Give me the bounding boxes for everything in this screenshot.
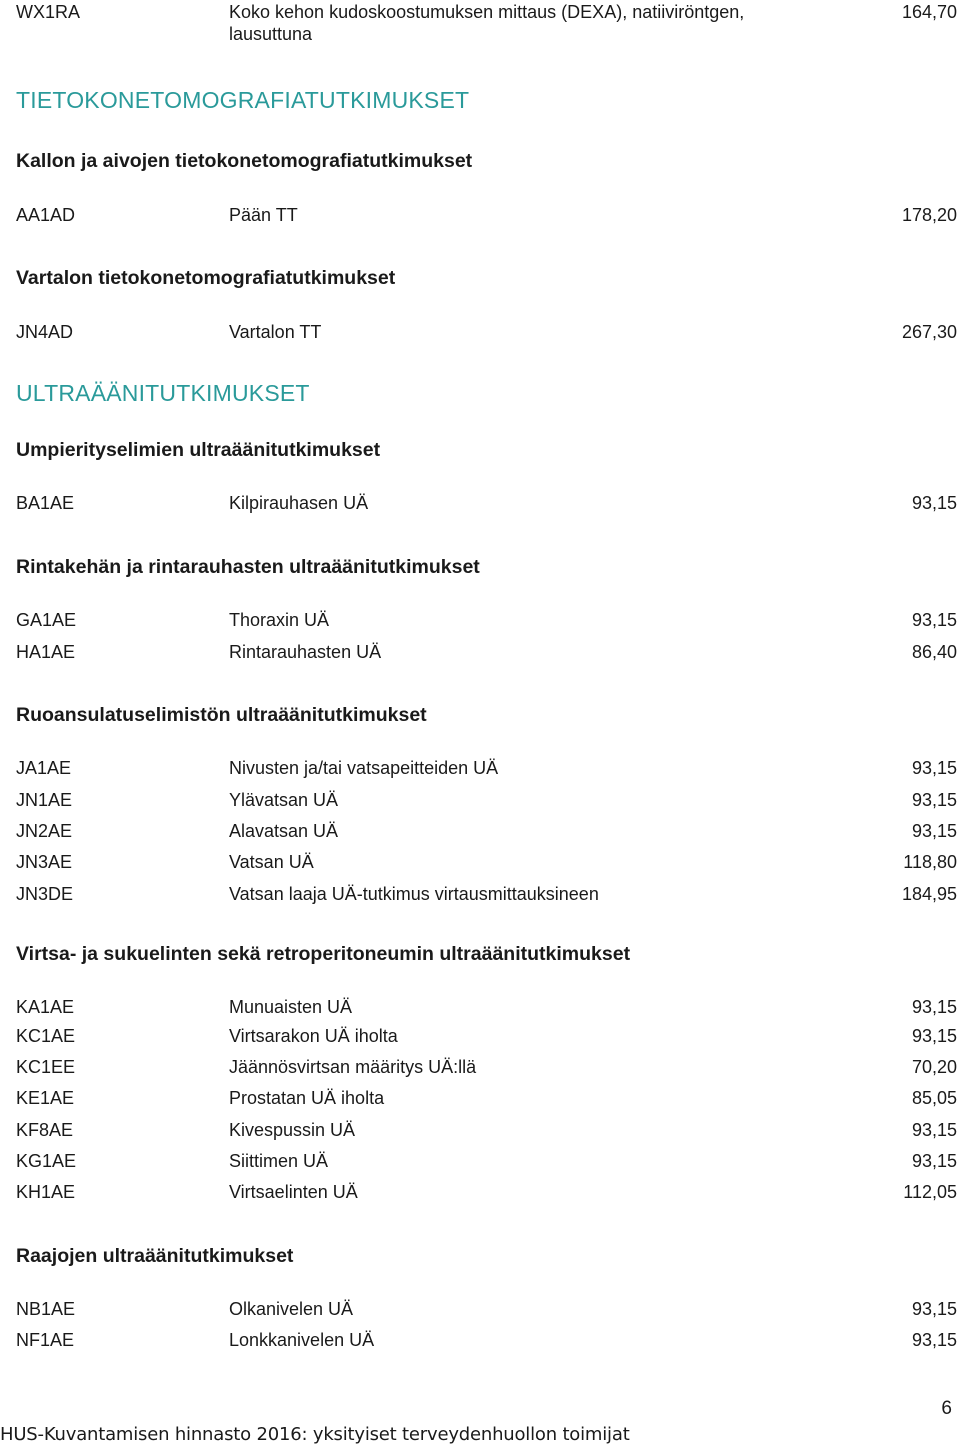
row-name: Ylävatsan UÄ bbox=[229, 790, 339, 810]
row-code: JA1AE bbox=[16, 758, 72, 778]
category-heading-us: ULTRAÄÄNITUTKIMUKSET bbox=[16, 380, 310, 406]
row-name: Munuaisten UÄ bbox=[229, 997, 353, 1017]
row-name: Kivespussin UÄ bbox=[229, 1120, 356, 1140]
row-name: Vatsan laaja UÄ-tutkimus virtausmittauksineen bbox=[229, 884, 599, 904]
row-code: NB1AE bbox=[16, 1299, 76, 1319]
row-price: 93,15 bbox=[911, 821, 957, 841]
row-code: KE1AE bbox=[16, 1088, 75, 1108]
row-name: Virtsaelinten UÄ bbox=[229, 1182, 358, 1202]
section-heading-urogenital-us: Virtsa- ja sukuelinten sekä retroperitoneumin ultraäänitutkimukset bbox=[16, 943, 631, 965]
row-code: GA1AE bbox=[16, 610, 77, 630]
row-name: Siittimen UÄ bbox=[229, 1151, 329, 1171]
row-name-continuation: lausuttuna bbox=[229, 24, 313, 44]
row-price: 93,15 bbox=[911, 493, 957, 513]
row-code: JN2AE bbox=[16, 821, 73, 841]
row-price: 93,15 bbox=[911, 997, 957, 1017]
row-code: JN3AE bbox=[16, 852, 73, 872]
row-code: HA1AE bbox=[16, 642, 76, 662]
row-name: Alavatsan UÄ bbox=[229, 821, 339, 841]
row-price: 93,15 bbox=[911, 1299, 957, 1319]
row-code: BA1AE bbox=[16, 493, 75, 513]
row-price: 86,40 bbox=[911, 642, 957, 662]
row-code: KH1AE bbox=[16, 1182, 76, 1202]
row-price: 184,95 bbox=[901, 884, 957, 904]
row-code: JN1AE bbox=[16, 790, 73, 810]
page-number: 6 bbox=[941, 1398, 952, 1419]
row-code: KA1AE bbox=[16, 997, 75, 1017]
row-price: 164,70 bbox=[901, 2, 957, 22]
row-name: Vartalon TT bbox=[229, 322, 322, 342]
row-price: 93,15 bbox=[911, 1026, 957, 1046]
section-heading-skull-ct: Kallon ja aivojen tietokonetomografiatutkimukset bbox=[16, 150, 473, 172]
row-name: Lonkkanivelen UÄ bbox=[229, 1330, 375, 1350]
row-name: Thoraxin UÄ bbox=[229, 610, 330, 630]
row-price: 70,20 bbox=[911, 1057, 957, 1077]
row-price: 93,15 bbox=[911, 610, 957, 630]
section-heading-limb-us: Raajojen ultraäänitutkimukset bbox=[16, 1245, 294, 1267]
row-price: 267,30 bbox=[901, 322, 957, 342]
page-footer: HUS-Kuvantamisen hinnasto 2016: yksityiset terveydenhuollon toimijat bbox=[0, 1424, 630, 1445]
row-code: KF8AE bbox=[16, 1120, 74, 1140]
row-name: Virtsarakon UÄ iholta bbox=[229, 1026, 398, 1046]
row-name: Prostatan UÄ iholta bbox=[229, 1088, 385, 1108]
section-heading-chest-us: Rintakehän ja rintarauhasten ultraäänitutkimukset bbox=[16, 556, 480, 578]
row-code: NF1AE bbox=[16, 1330, 75, 1350]
row-code: KC1EE bbox=[16, 1057, 76, 1077]
row-price: 118,80 bbox=[903, 852, 957, 872]
row-name: Rintarauhasten UÄ bbox=[229, 642, 382, 662]
section-heading-digestive-us: Ruoansulatuselimistön ultraäänitutkimukset bbox=[16, 704, 427, 726]
row-name: Jäännösvirtsan määritys UÄ:llä bbox=[229, 1057, 477, 1077]
row-code: JN3DE bbox=[16, 884, 74, 904]
row-price: 178,20 bbox=[901, 205, 957, 225]
row-code: WX1RA bbox=[16, 2, 81, 22]
row-price: 85,05 bbox=[911, 1088, 957, 1108]
row-price: 93,15 bbox=[911, 1330, 957, 1350]
row-name: Koko kehon kudoskoostumuksen mittaus (DEXA), natiiviröntgen, bbox=[229, 2, 745, 22]
row-price: 93,15 bbox=[911, 758, 957, 778]
category-heading-ct: TIETOKONETOMOGRAFIATUTKIMUKSET bbox=[16, 87, 470, 113]
row-code: KG1AE bbox=[16, 1151, 77, 1171]
section-heading-endocrine-us: Umpierityselimien ultraäänitutkimukset bbox=[16, 439, 381, 461]
row-name: Nivusten ja/tai vatsapeitteiden UÄ bbox=[229, 758, 499, 778]
row-name: Kilpirauhasen UÄ bbox=[229, 493, 369, 513]
row-price: 93,15 bbox=[911, 1120, 957, 1140]
row-name: Pään TT bbox=[229, 205, 298, 225]
section-heading-body-ct: Vartalon tietokonetomografiatutkimukset bbox=[16, 267, 396, 289]
row-price: 93,15 bbox=[911, 790, 957, 810]
row-code: JN4AD bbox=[16, 322, 74, 342]
row-name: Olkanivelen UÄ bbox=[229, 1299, 354, 1319]
row-name: Vatsan UÄ bbox=[229, 852, 314, 872]
row-price: 112,05 bbox=[903, 1182, 957, 1202]
row-code: KC1AE bbox=[16, 1026, 76, 1046]
row-price: 93,15 bbox=[911, 1151, 957, 1171]
row-code: AA1AD bbox=[16, 205, 76, 225]
